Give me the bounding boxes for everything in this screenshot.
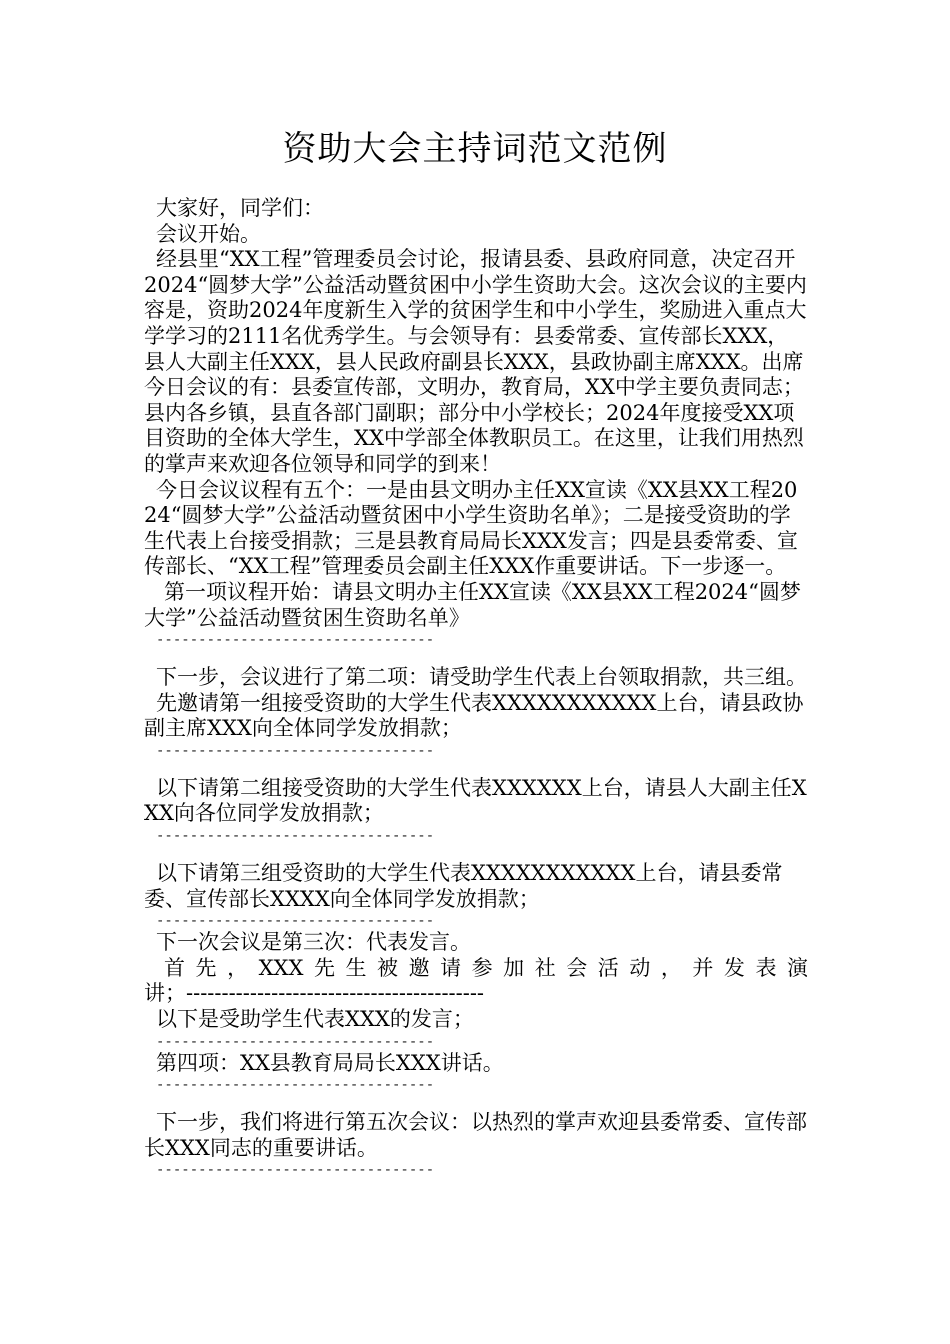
item5-paragraph: 下一步，我们将进行第五次会议：以热烈的掌声欢迎县委常委、宣传部长XXX同志的重要讲话。 [144,1110,807,1160]
item1-paragraph: 第一项议程开始：请县文明办主任XX宣读《XX县XX工程2024“圆梦大学”公益活动暨贫困生资助名单》 [144,579,801,630]
spacer [144,1094,808,1110]
group2-paragraph: 以下请第二组接受资助的大学生代表XXXXXX上台，请县人大副主任XXX向各位同学发放捐款； [144,775,807,826]
separator-line: --------------------------------- [156,1077,435,1094]
document-title: 资助大会主持词范文范例 [282,129,668,169]
agenda-paragraph: 今日会议议程有五个：一是由县文明办主任XX宣读《XX县XX工程2024“圆梦大学”公益活动暨贫困中小学生资助名单》；二是接受资助的学生代表上台接受捐款；三是县教育局局长XXX发言；四是县委常委、宣传部长、“XX工程”管理委员会副主任XXX作重要讲话。下一步逐一。 [144,477,798,579]
spacer [144,760,808,776]
item4-paragraph: 第四项：XX县教育局局长XXX讲话。 [156,1050,504,1075]
separator-line: --------------------------------- [156,913,435,930]
speech-line-1: 首先，XXX先生被邀请参加社会活动，并发表演 [164,955,808,980]
speech-line-2: 讲；------------------------------------------ [144,981,485,1006]
separator-line: --------------------------------- [156,1162,435,1179]
item3-paragraph: 下一次会议是第三次：代表发言。 [156,930,471,955]
separator-line: --------------------------------- [156,742,435,759]
intro-paragraph: 经县里“XX工程”管理委员会讨论，报请县委、县政府同意，决定召开2024“圆梦大学”公益活动暨贫困中小学生资助大会。这次会议的主要内容是，资助2024年度新生入学的贫困学生和中小学生，奖励进入重点大学学习的2111名优秀学生。与会领导有：县委常委、宣传部长XXX，县人大副主任XXX，县人民政府副县长XXX，县政协副主席XXX。出席今日会议的有：县委宣传部，文明办，教育局，XX中学主要负责同志；县内各乡镇，县直各部门副职；部分中小学校长；2024年度接受XX项目资助的全体大学生，XX中学部全体教职员工。在这里，让我们用热烈的掌声来欢迎各位领导和同学的到来！ [144,247,807,476]
greeting-paragraph: 大家好，同学们： [156,196,324,220]
group1-paragraph: 先邀请第一组接受资助的大学生代表XXXXXXXXXXX上台，请县政协副主席XXX向全体同学发放捐款； [144,690,804,741]
opening-paragraph: 会议开始。 [156,221,261,246]
student-speech-paragraph: 以下是受助学生代表XXX的发言； [156,1007,474,1032]
spacer [144,649,808,665]
spacer [144,845,808,861]
group3-paragraph: 以下请第三组受资助的大学生代表XXXXXXXXXXX上台，请县委常委、宣传部长XXXX向全体同学发放捐款； [144,861,783,911]
separator-line: --------------------------------- [156,1033,435,1050]
item2-paragraph: 下一步，会议进行了第二项：请受助学生代表上台领取捐款，共三组。 [156,665,807,690]
separator-line: --------------------------------- [156,828,435,845]
separator-line: --------------------------------- [156,632,435,649]
document-body [144,196,808,1179]
